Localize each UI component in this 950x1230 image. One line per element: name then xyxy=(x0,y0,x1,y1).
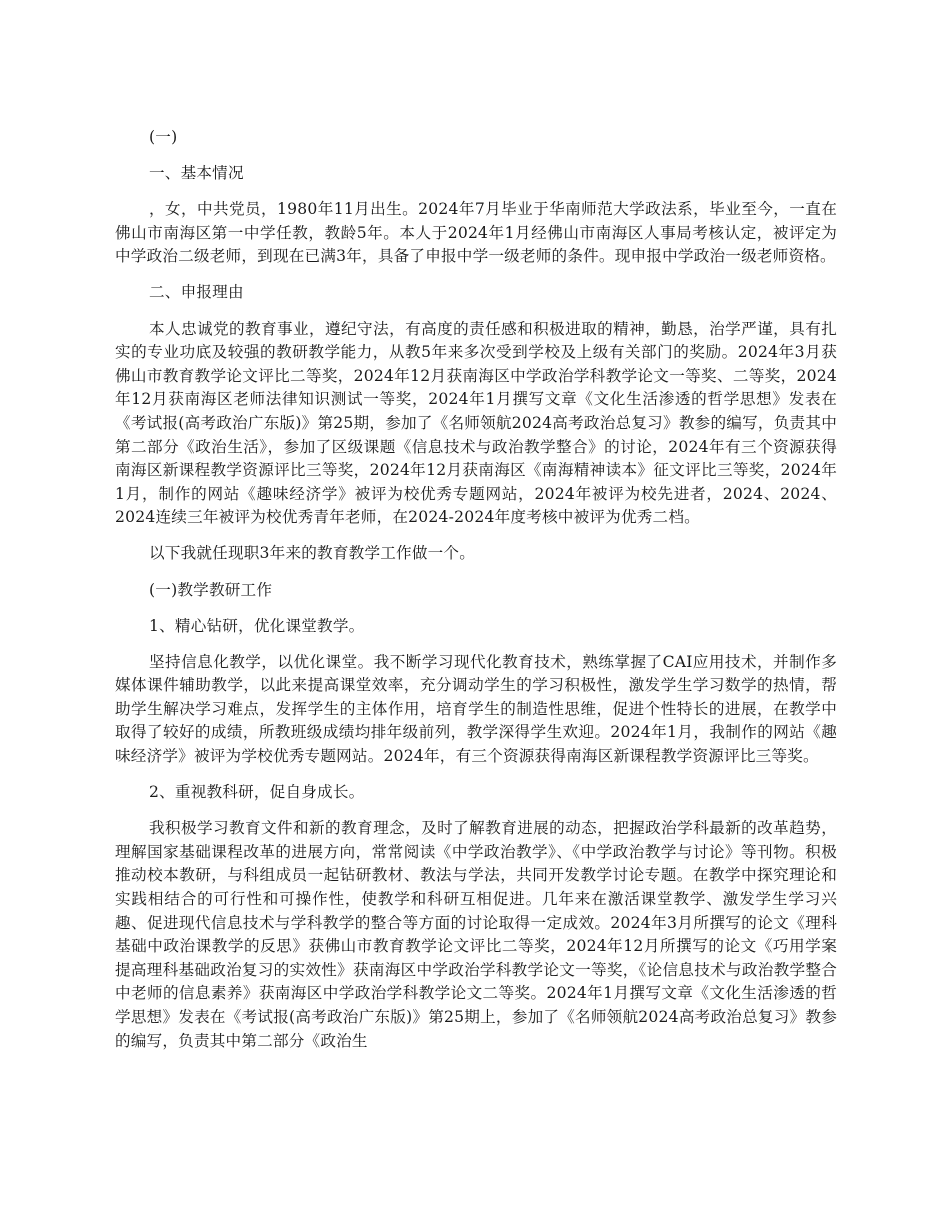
heading-teaching-research: (一)教学教研工作 xyxy=(149,580,273,599)
section-number: (一) xyxy=(149,128,178,146)
paragraph-summary-intro: 以下我就任现职3年来的教育教学工作做一个。 xyxy=(149,544,475,563)
paragraph-research-growth: 我积极学习教育文件和新的教育理念，及时了解教育进展的动态，把握政治学科最新的改革趋势，理解国家基础课程改革的进展方向，常常阅读《中学政治教学》、《中学政治教学与讨论》等刊物。积极推动校本教研，与科组成员一起钻研教材、教法与学法，共同开发教学讨论专题。在教学中探究理论和实践相结合的可行性和可操作性，使教学和科研互相促进。几年来在激活课堂教学、激发学生学习兴趣、促进现代信息技术与学科教学的整合等方面的讨论取得一定成效。2024年3月所撰写的论文《理科基础中政治课教学的反思》获佛山市教育教学论文评比二等奖，2024年12月所撰写的论文《巧用学案提高理科基础政治复习的实效性》获南海区中学政治学科教学论文一等奖，《论信息技术与政治教学整合中老师的信息素养》获南海区中学政治学科教学论文二等奖。2024年1月撰写文章《文化生活渗透的哲学思想》发表在《考试报(高考政治广东版)》第25期上，参加了《名师领航2024高考政治总复习》教参的编写，负责其中第二部分《政治生 xyxy=(115,819,837,1050)
document-body xyxy=(115,126,837,1066)
heading-basic-info: 一、基本情况 xyxy=(149,164,244,183)
heading-application-reason: 二、申报理由 xyxy=(149,283,244,302)
subheading-research-growth: 2、重视教科研，促自身成长。 xyxy=(149,783,365,802)
paragraph-basic-info: ，女，中共党员，1980年11月出生。2024年7月毕业于华南师范大学政法系，毕业至今，一直在佛山市南海区第一中学任教，教龄5年。本人于2024年1月经佛山市南海区人事局考核认定，被评定为中学政治二级老师，到现在已满3年，具备了申报中学一级老师的条件。现申报中学政治一级老师资格。 xyxy=(115,200,837,266)
paragraph-application-reason: 本人忠诚党的教育事业，遵纪守法，有高度的责任感和积极进取的精神，勤恳，治学严谨，具有扎实的专业功底及较强的教研教学能力，从教5年来多次受到学校及上级有关部门的奖励。2024年3月获佛山市教育教学论文评比二等奖，2024年12月获南海区中学政治学科教学论文一等奖、二等奖，2024年12月获南海区老师法律知识测试一等奖，2024年1月撰写文章《文化生活渗透的哲学思想》发表在《考试报(高考政治广东版)》第25期，参加了《名师领航2024高考政治总复习》教参的编写，负责其中第二部分《政治生活》，参加了区级课题《信息技术与政治教学整合》的讨论，2024年有三个资源获得南海区新课程教学资源评比三等奖，2024年12月获南海区《南海精神读本》征文评比三等奖，2024年1月，制作的网站《趣味经济学》被评为校优秀专题网站，2024年被评为校先进者，2024、2024、2024连续三年被评为校优秀青年老师，在2024-2024年度考核中被评为优秀二档。 xyxy=(115,319,837,527)
subheading-optimize-teaching: 1、精心钻研，优化课堂教学。 xyxy=(149,616,365,635)
paragraph-information-teaching: 坚持信息化教学，以优化课堂。我不断学习现代化教育技术，熟练掌握了CAI应用技术，并制作多媒体课件辅助教学，以此来提高课堂效率，充分调动学生的学习积极性，激发学生学习数学的热情，帮助学生解决学习难点，发挥学生的主体作用，培育学生的制造性思维，促进个性特长的进展，在教学中取得了较好的成绩，所教班级成绩均排年级前列，教学深得学生欢迎。2024年1月，我制作的网站《趣味经济学》被评为学校优秀专题网站。2024年，有三个资源获得南海区新课程教学资源评比三等奖。 xyxy=(115,652,837,766)
